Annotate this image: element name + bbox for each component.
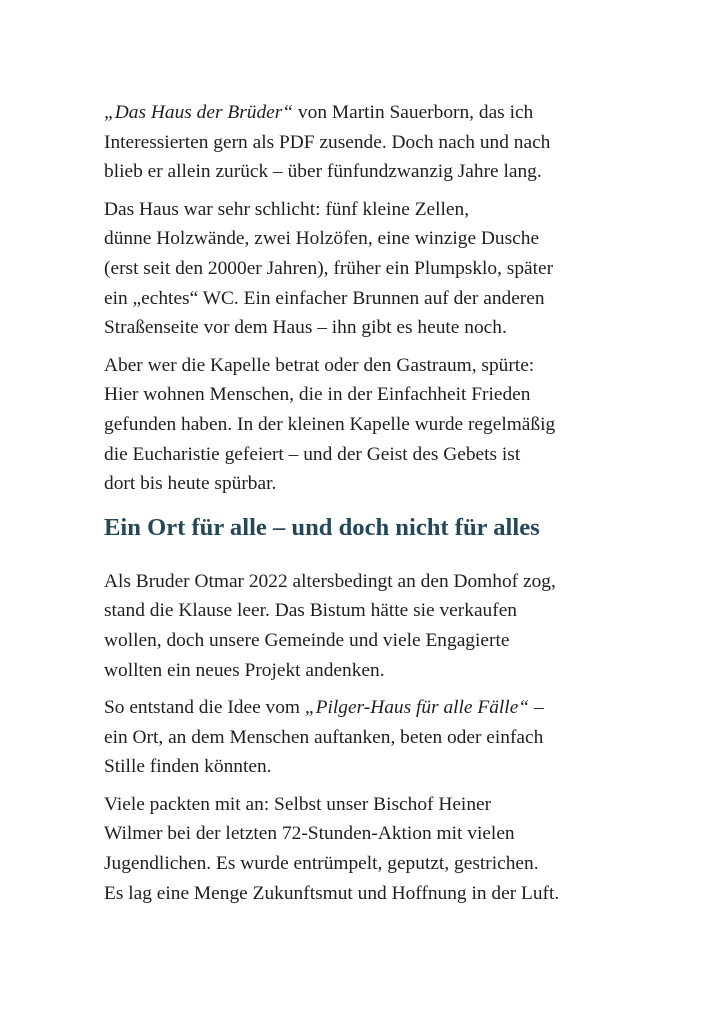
paragraph-3 <box>104 351 664 499</box>
paragraph-6-line-3: Jugendlichen. Es wurde entrümpelt, geputzt, gestrichen. <box>104 853 539 875</box>
paragraph-4-line-2: stand die Klause leer. Das Bistum hätte sie verkaufen <box>104 600 518 622</box>
paragraph-4-line-1: Als Bruder Otmar 2022 altersbedingt an den Domhof zog, <box>104 570 556 592</box>
paragraph-1 <box>104 98 664 187</box>
paragraph-2-line-2: dünne Holzwände, zwei Holzöfen, eine winzige Dusche <box>104 228 540 250</box>
paragraph-2-line-5: Straßenseite vor dem Haus – ihn gibt es heute noch. <box>104 317 507 339</box>
paragraph-4-line-4: wollten ein neues Projekt andenken. <box>104 659 385 681</box>
paragraph-3-line-2: Hier wohnen Menschen, die in der Einfachheit Frieden <box>104 384 531 406</box>
paragraph-4-line-3: wollen, doch unsere Gemeinde und viele Engagierte <box>104 629 510 651</box>
project-name: „Pilger-Haus für alle Fälle“ <box>304 697 530 719</box>
paragraph-3-line-1: Aber wer die Kapelle betrat oder den Gastraum, spürte: <box>104 354 535 376</box>
book-title: „Das Haus der Brüder“ <box>104 102 294 123</box>
paragraph-3-line-3: gefunden haben. In der kleinen Kapelle wurde regelmäßig <box>104 413 556 435</box>
paragraph-1-line-2: Interessierten gern als PDF zusende. Doch nach und nach <box>104 131 551 153</box>
paragraph-5-line-1-start: So entstand die Idee vom <box>104 697 305 719</box>
paragraph-6-line-4: Es lag eine Menge Zukunftsmut und Hoffnung in der Luft. <box>104 882 560 904</box>
paragraph-2-line-4: ein „echtes“ WC. Ein einfacher Brunnen auf der anderen <box>104 287 545 309</box>
paragraph-3-line-5: dort bis heute spürbar. <box>104 473 277 495</box>
paragraph-5-line-1-end: – <box>529 697 544 719</box>
paragraph-2-line-3: (erst seit den 2000er Jahren), früher ein Plumpsklo, später <box>104 257 554 279</box>
section-heading: Ein Ort für alle – und doch nicht für alles <box>104 513 540 541</box>
paragraph-1-line-3: blieb er allein zurück – über fünfundzwanzig Jahre lang. <box>104 161 542 183</box>
paragraph-3-line-4: die Eucharistie gefeiert – und der Geist des Gebets ist <box>104 443 521 465</box>
paragraph-2 <box>104 195 664 343</box>
paragraph-6-line-2: Wilmer bei der letzten 72-Stunden-Aktion mit vielen <box>104 823 515 845</box>
paragraph-5-line-3: Stille finden könnten. <box>104 756 272 778</box>
paragraph-2-line-1: Das Haus war sehr schlicht: fünf kleine Zellen, <box>104 198 470 220</box>
paragraph-1-line-1-rest: von Martin Sauerborn, das ich <box>293 102 534 123</box>
paragraph-1-line-1 <box>104 98 664 128</box>
page-content <box>104 98 664 908</box>
paragraph-5 <box>104 693 664 782</box>
paragraph-5-line-1 <box>104 693 664 723</box>
paragraph-5-line-2: ein Ort, an dem Menschen auftanken, beten oder einfach <box>104 726 544 748</box>
paragraph-6 <box>104 790 664 908</box>
paragraph-4 <box>104 567 664 685</box>
paragraph-6-line-1: Viele packten mit an: Selbst unser Bischof Heiner <box>104 793 492 815</box>
